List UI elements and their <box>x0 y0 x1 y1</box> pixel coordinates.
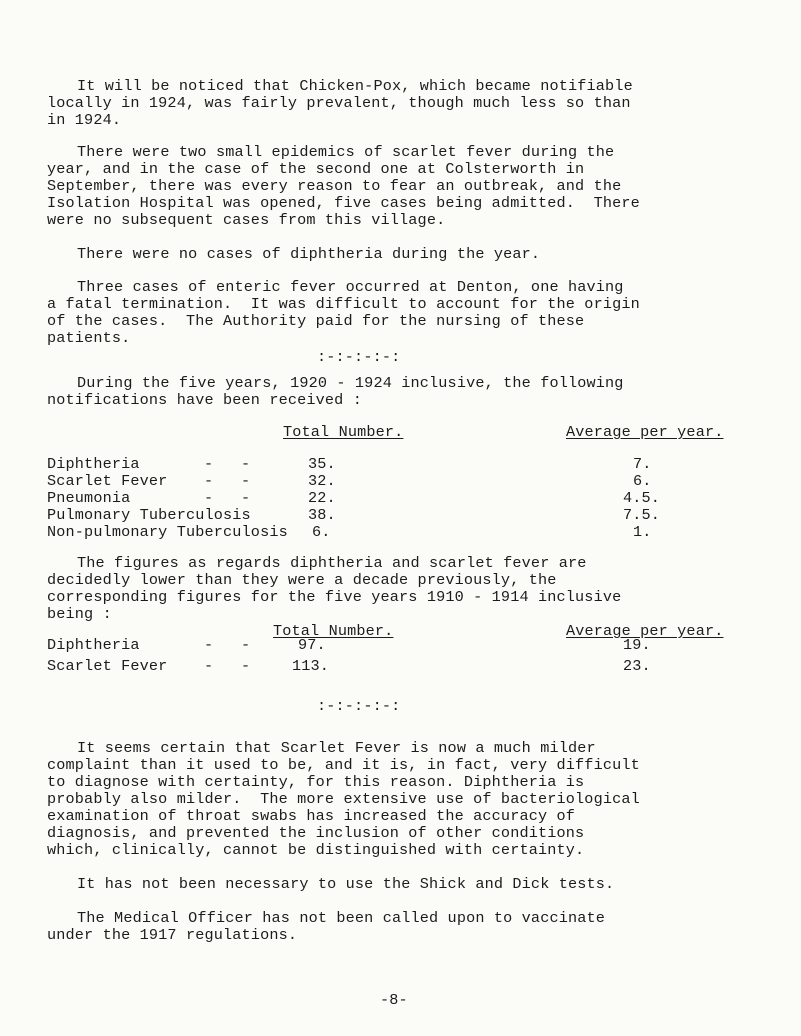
row-average: 7.5. <box>623 506 661 524</box>
table2-header-total: Total Number. <box>273 622 394 640</box>
row-label: Scarlet Fever <box>47 472 168 490</box>
row-average: 23. <box>623 657 651 675</box>
row-average: 4.5. <box>623 489 661 507</box>
separator: :-:-:-:-: <box>317 348 401 366</box>
para7-line1: It seems certain that Scarlet Fever is now a much milder <box>77 739 596 757</box>
para2-line2: year, and in the case of the second one at Colsterworth in <box>47 160 585 178</box>
row-total: 97. <box>298 636 326 654</box>
para7-line3: to diagnose with certainty, for this reason. Diphtheria is <box>47 773 585 791</box>
para6-line2: decidedly lower than they were a decade previously, the <box>47 571 557 589</box>
row-dash: - - <box>204 636 251 654</box>
para2-line4: Isolation Hospital was opened, five cases being admitted. There <box>47 194 640 212</box>
row-label: Pulmonary Tuberculosis <box>47 506 251 524</box>
row-label: Pneumonia <box>47 489 131 507</box>
separator: :-:-:-:-: <box>317 697 401 715</box>
row-label: Non-pulmonary Tuberculosis <box>47 523 288 541</box>
row-total: 22. <box>308 489 336 507</box>
row-dash: - - <box>204 489 251 507</box>
para4-line1: Three cases of enteric fever occurred at Denton, one having <box>77 278 624 296</box>
row-total: 35. <box>308 455 336 473</box>
para6-line1: The figures as regards diphtheria and scarlet fever are <box>77 554 587 572</box>
row-label: Scarlet Fever <box>47 657 168 675</box>
row-label: Diphtheria <box>47 455 140 473</box>
row-dash: - - <box>204 472 251 490</box>
para4-line3: of the cases. The Authority paid for the nursing of these <box>47 312 585 330</box>
para2-line1: There were two small epidemics of scarlet fever during the <box>77 143 615 161</box>
para7-line7: which, clinically, cannot be distinguished with certainty. <box>47 841 585 859</box>
row-label: Diphtheria <box>47 636 140 654</box>
row-total: 113. <box>292 657 330 675</box>
para1-line3: in 1924. <box>47 111 122 129</box>
para7-line4: probably also milder. The more extensive use of bacteriological <box>47 790 640 808</box>
table1-header-total: Total Number. <box>283 423 404 441</box>
para6-line3: corresponding figures for the five years 1910 - 1914 inclusive <box>47 588 622 606</box>
table1-header-average: Average per year. <box>566 423 724 441</box>
para5-line1: During the five years, 1920 - 1924 inclusive, the following <box>77 374 624 392</box>
para7-line5: examination of throat swabs has increased the accuracy of <box>47 807 576 825</box>
para8-line1: It has not been necessary to use the Shick and Dick tests. <box>77 875 615 893</box>
row-total: 32. <box>308 472 336 490</box>
para9-line1: The Medical Officer has not been called upon to vaccinate <box>77 909 606 927</box>
row-dash: - - <box>204 657 251 675</box>
row-dash: - - <box>204 455 251 473</box>
para4-line2: a fatal termination. It was difficult to account for the origin <box>47 295 640 313</box>
para2-line3: September, there was every reason to fear an outbreak, and the <box>47 177 622 195</box>
para7-line2: complaint than it used to be, and it is, in fact, very difficult <box>47 756 640 774</box>
para5-line2: notifications have been received : <box>47 391 362 409</box>
row-average: 1. <box>633 523 652 541</box>
page-number: -8- <box>380 991 408 1009</box>
para2-line5: were no subsequent cases from this village. <box>47 211 446 229</box>
para9-line2: under the 1917 regulations. <box>47 926 298 944</box>
para3-line1: There were no cases of diphtheria during the year. <box>77 245 541 263</box>
para1-line2: locally in 1924, was fairly prevalent, though much less so than <box>47 94 631 112</box>
para7-line6: diagnosis, and prevented the inclusion of other conditions <box>47 824 585 842</box>
para4-line4: patients. <box>47 329 131 347</box>
table2-header-average: Average per year. <box>566 622 724 640</box>
row-average: 6. <box>633 472 652 490</box>
para6-line4: being : <box>47 605 112 623</box>
row-average: 19. <box>623 636 651 654</box>
row-average: 7. <box>633 455 652 473</box>
row-total: 38. <box>308 506 336 524</box>
row-total: 6. <box>312 523 331 541</box>
para1-line1: It will be noticed that Chicken-Pox, which became notifiable <box>77 77 633 95</box>
